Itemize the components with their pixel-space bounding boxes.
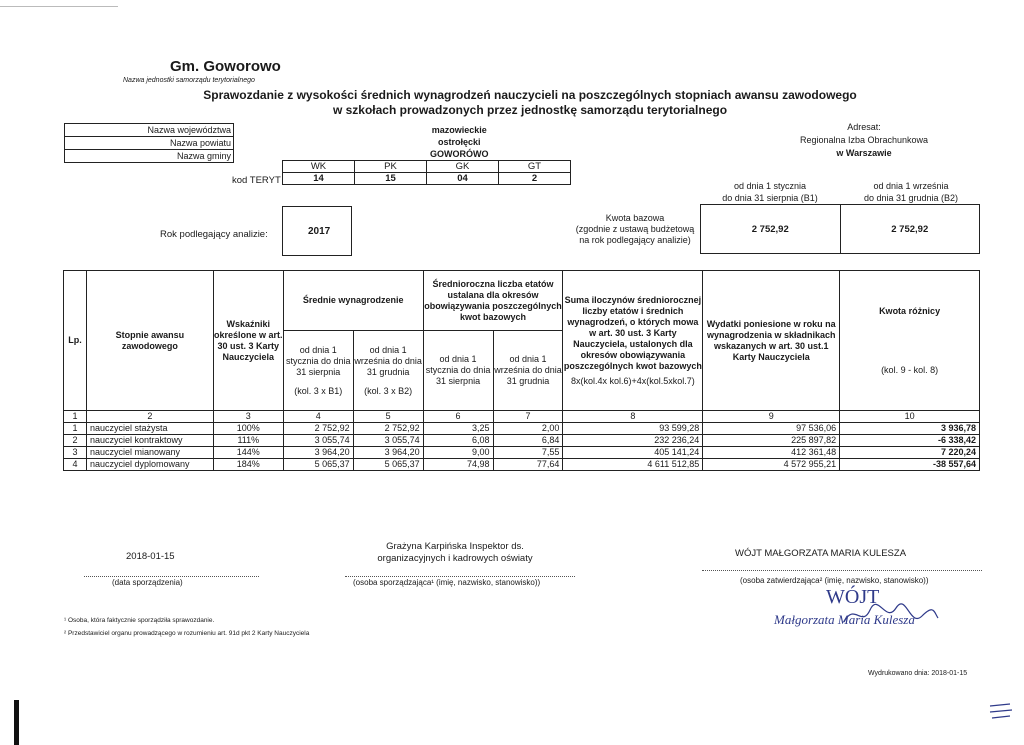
table-row (64, 447, 980, 459)
cell-fte-b2: 6,84 (493, 435, 563, 447)
cell-indicator: 100% (213, 423, 283, 435)
report-title (150, 88, 910, 118)
gmina-name: Gm. Goworowo (170, 58, 281, 75)
header-grades: Stopnie awansu zawodowego (86, 271, 213, 411)
column-number: 9 (703, 411, 840, 423)
cell-grade: nauczyciel kontraktowy (86, 435, 213, 447)
cell-avg-b2: 3 055,74 (353, 435, 423, 447)
column-number: 3 (213, 411, 283, 423)
printed-date: Wydrukowano dnia: 2018-01-15 (868, 670, 968, 677)
title-line-1: Sprawozdanie z wysokości średnich wynagrodzeń nauczycieli na poszczególnych stopniach awansu zawodowego (203, 88, 857, 102)
top-rule (0, 6, 118, 7)
period-b2-line-1: od dnia 1 września (873, 181, 949, 191)
header-lp: Lp. (64, 271, 87, 411)
teryt-header: WK (283, 161, 355, 173)
period-b2 (842, 180, 980, 204)
header-fte: Średnioroczna liczba etatów ustalana dla okresów obowiązywania poszczególnych kwot bazowych (423, 271, 563, 331)
column-numbers-row (64, 411, 980, 423)
addressee-line-1: Regionalna Izba Obrachunkowa (799, 135, 929, 145)
teryt-header: GK (427, 161, 499, 173)
header-difference-formula: (kol. 9 - kol. 8) (881, 364, 939, 375)
scan-scribble-icon (986, 700, 1016, 722)
header-avg-b1-formula: (kol. 3 x B1) (294, 385, 343, 396)
cell-avg-b2: 3 964,20 (353, 447, 423, 459)
cell-avg-b2: 2 752,92 (353, 423, 423, 435)
preparer-line-1: Grażyna Karpińska Inspektor ds. (386, 541, 524, 552)
period-b1-line-1: od dnia 1 stycznia (733, 181, 807, 191)
cell-fte-b2: 77,64 (493, 459, 563, 471)
cell-lp: 4 (64, 459, 87, 471)
header-avg-b1 (283, 331, 353, 411)
table-row (64, 459, 980, 471)
cell-expenses: 4 572 955,21 (703, 459, 840, 471)
value-voivodeship: mazowieckie (431, 125, 487, 135)
cell-difference: -6 338,42 (840, 435, 980, 447)
cell-expenses: 412 361,48 (703, 447, 840, 459)
cell-lp: 1 (64, 423, 87, 435)
teryt-value: 2 (499, 173, 571, 185)
header-avg-b2-text: od dnia 1 września do dnia 31 grudnia (354, 344, 422, 377)
region-values (430, 124, 489, 160)
cell-sum: 4 611 512,85 (563, 459, 703, 471)
cell-grade: nauczyciel mianowany (86, 447, 213, 459)
teryt-header: PK (355, 161, 427, 173)
header-fte-b1: od dnia 1 stycznia do dnia 31 sierpnia (423, 331, 493, 411)
teryt-header: GT (499, 161, 571, 173)
cell-fte-b2: 7,55 (493, 447, 563, 459)
table-row (64, 435, 980, 447)
header-sum-text: Suma iloczynów średniorocznej liczby etatów i średnich wynagrodzeń, o których mowa w art. 30 ust. 3 Karty Nauczyciela, ustalonych dla okresów obowiązywania poszczególnych kwot bazowych (563, 294, 702, 371)
base-amount-b2: 2 752,92 (891, 223, 929, 235)
footnote-1: ¹ Osoba, która faktycznie sporządziła sprawozdanie. (64, 617, 215, 624)
header-avg-b2 (353, 331, 423, 411)
cell-avg-b1: 2 752,92 (283, 423, 353, 435)
addressee (764, 121, 964, 160)
approver-caption: (osoba zatwierdzająca² (imię, nazwisko, stanowisko)) (740, 576, 929, 585)
header-expenses: Wydatki poniesione w roku na wynagrodzenia w składnikach wskazanych w art. 30 ust.1 Karty Nauczyciela (703, 271, 840, 411)
label-commune: Nazwa gminy (65, 150, 234, 163)
base-amount-label (560, 213, 710, 246)
region-table (64, 123, 234, 163)
preparer (340, 541, 570, 565)
base-amount-label-2: (zgodnie z ustawą budżetową (575, 224, 695, 234)
teryt-label: kod TERYT (232, 175, 281, 186)
header-avg-b1-text: od dnia 1 stycznia do dnia 31 sierpnia (285, 344, 351, 377)
signature-scribble-icon (840, 598, 940, 632)
period-b1 (700, 180, 840, 204)
cell-fte-b1: 9,00 (423, 447, 493, 459)
cell-expenses: 225 897,82 (703, 435, 840, 447)
base-amount-label-1: Kwota bazowa (605, 213, 665, 223)
cell-avg-b1: 5 065,37 (283, 459, 353, 471)
date-caption: (data sporządzenia) (112, 578, 183, 587)
cell-sum: 405 141,24 (563, 447, 703, 459)
teryt-value: 14 (283, 173, 355, 185)
addressee-line-2: w Warszawie (836, 148, 892, 158)
scan-edge-mark (14, 700, 19, 745)
approver-signature-line (702, 570, 982, 571)
cell-sum: 232 236,24 (563, 435, 703, 447)
label-county: Nazwa powiatu (65, 137, 234, 150)
cell-difference: -38 557,64 (840, 459, 980, 471)
stamp-name: Małgorzata Maria Kulesza (774, 612, 915, 627)
header-sum-formula: 8x(kol.4x kol.6)+4x(kol.5xkol.7) (570, 375, 695, 386)
base-amount-b1: 2 752,92 (701, 205, 841, 253)
approver-name: WÓJT MAŁGORZATA MARIA KULESZA (735, 548, 907, 559)
cell-fte-b1: 3,25 (423, 423, 493, 435)
date-signature-line (84, 576, 259, 577)
cell-difference: 3 936,78 (840, 423, 980, 435)
value-commune: GOWORÓWO (430, 149, 489, 159)
header-indicators: Wskaźniki określone w art. 30 ust. 3 Karty Nauczyciela (213, 271, 283, 411)
column-number: 10 (840, 411, 980, 423)
cell-sum: 93 599,28 (563, 423, 703, 435)
cell-fte-b1: 6,08 (423, 435, 493, 447)
cell-grade: nauczyciel stażysta (86, 423, 213, 435)
header-difference (840, 271, 980, 411)
cell-indicator: 144% (213, 447, 283, 459)
period-b2-line-2: do dnia 31 grudnia (B2) (863, 193, 959, 203)
salary-table (63, 270, 980, 471)
preparer-signature-line (345, 576, 575, 577)
teryt-value: 04 (427, 173, 499, 185)
cell-lp: 3 (64, 447, 87, 459)
column-number: 6 (423, 411, 493, 423)
column-number: 7 (493, 411, 563, 423)
cell-fte-b1: 74,98 (423, 459, 493, 471)
cell-difference: 7 220,24 (840, 447, 980, 459)
year-label: Rok podlegający analizie: (160, 229, 268, 240)
header-avg-b2-formula: (kol. 3 x B2) (364, 385, 413, 396)
label-voivodeship: Nazwa województwa (65, 124, 234, 137)
cell-indicator: 111% (213, 435, 283, 447)
stamp-title: WÓJT (826, 586, 880, 608)
preparer-caption: (osoba sporządzająca¹ (imię, nazwisko, stanowisko)) (353, 578, 541, 587)
header-difference-text: Kwota różnicy (879, 305, 941, 316)
base-amount-box (700, 204, 980, 254)
footnote-2: ² Przedstawiciel organu prowadzącego w rozumieniu art. 91d pkt 2 Karty Nauczyciela (64, 630, 310, 637)
year-value: 2017 (282, 206, 352, 256)
cell-lp: 2 (64, 435, 87, 447)
cell-avg-b1: 3 055,74 (283, 435, 353, 447)
title-line-2: w szkołach prowadzonych przez jednostkę samorządu terytorialnego (332, 103, 728, 117)
gmina-caption: Nazwa jednostki samorządu terytorialnego (123, 77, 255, 84)
preparer-line-2: organizacyjnych i kadrowych oświaty (377, 553, 533, 564)
column-number: 4 (283, 411, 353, 423)
report-date: 2018-01-15 (126, 551, 175, 562)
teryt-table (282, 160, 571, 185)
header-sum (563, 271, 703, 411)
header-avg-salary: Średnie wynagrodzenie (283, 271, 423, 331)
addressee-label: Adresat: (847, 122, 881, 132)
teryt-value: 15 (355, 173, 427, 185)
column-number: 5 (353, 411, 423, 423)
value-county: ostrołęcki (437, 137, 481, 147)
column-number: 8 (563, 411, 703, 423)
column-number: 1 (64, 411, 87, 423)
base-amount-label-3: na rok podlegający analizie) (579, 235, 691, 245)
period-b1-line-2: do dnia 31 sierpnia (B1) (722, 193, 818, 203)
cell-fte-b2: 2,00 (493, 423, 563, 435)
cell-expenses: 97 536,06 (703, 423, 840, 435)
cell-grade: nauczyciel dyplomowany (86, 459, 213, 471)
cell-avg-b1: 3 964,20 (283, 447, 353, 459)
table-row (64, 423, 980, 435)
header-fte-b2: od dnia 1 września do dnia 31 grudnia (493, 331, 563, 411)
cell-avg-b2: 5 065,37 (353, 459, 423, 471)
cell-indicator: 184% (213, 459, 283, 471)
column-number: 2 (86, 411, 213, 423)
